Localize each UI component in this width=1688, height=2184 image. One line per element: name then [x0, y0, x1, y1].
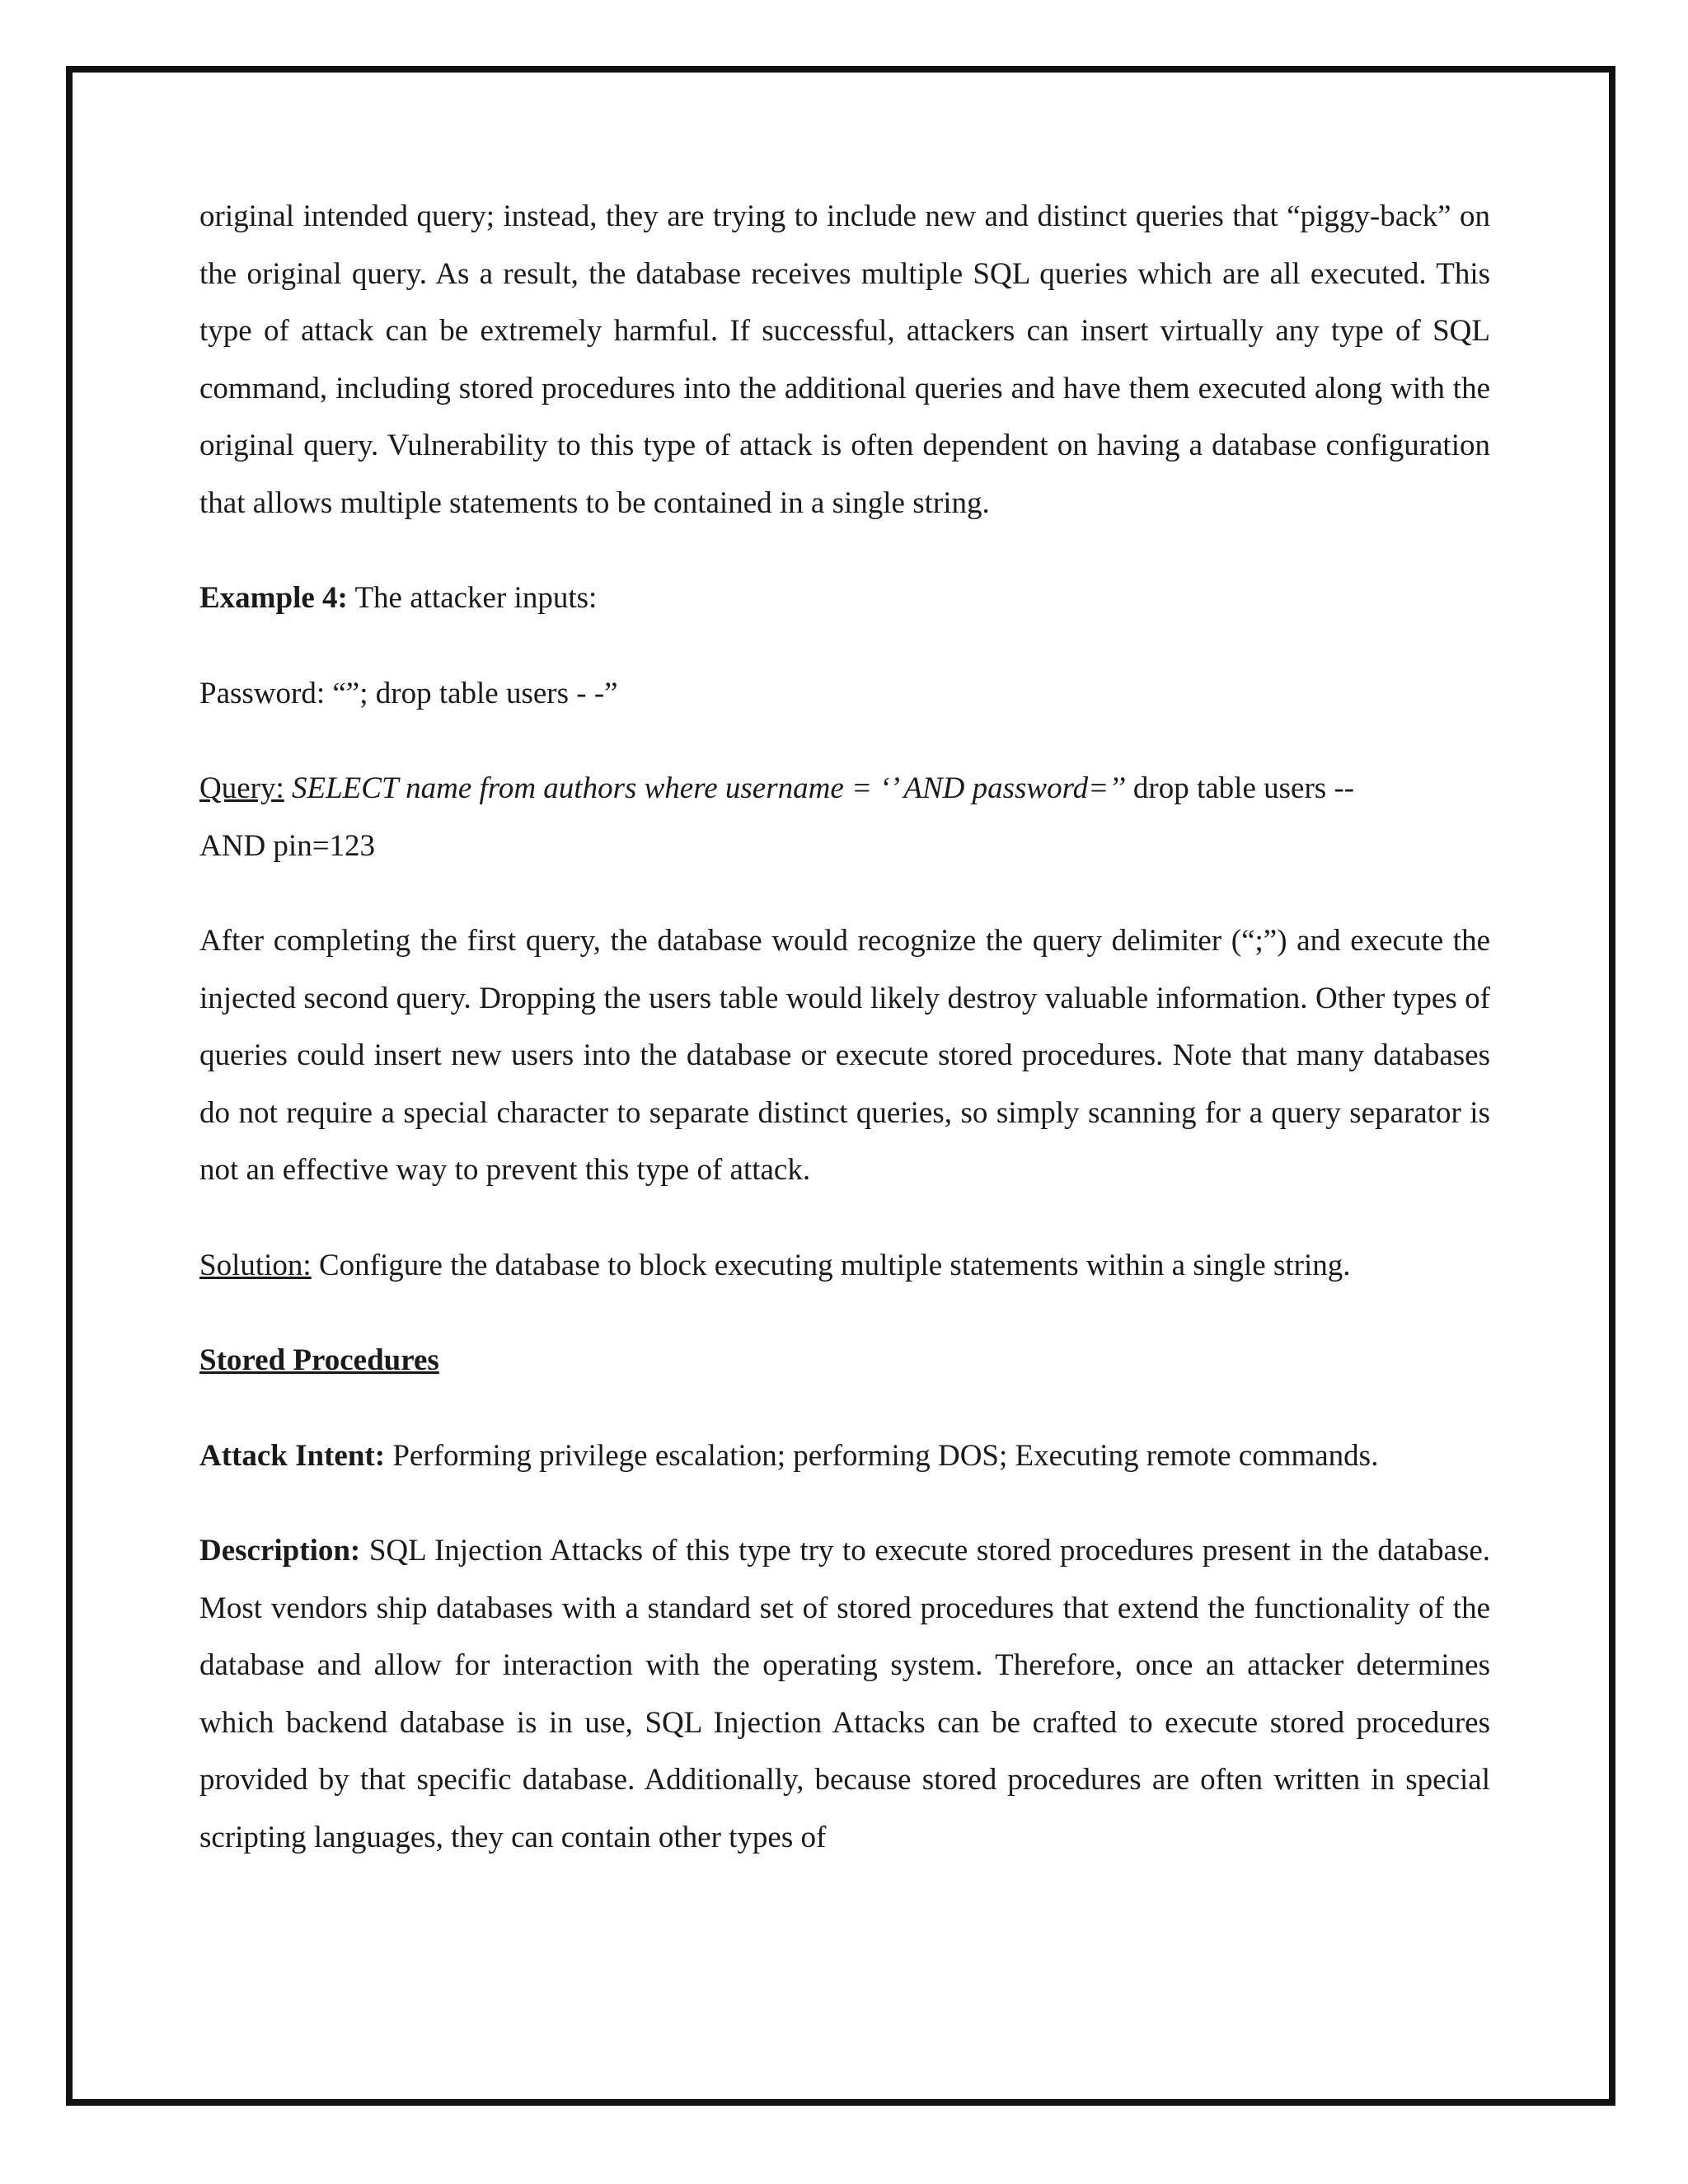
example-4-label: Example 4:: [199, 581, 348, 615]
description-label: Description:: [199, 1534, 361, 1568]
description-text: SQL Injection Attacks of this type try to execute stored procedures present in the database. Most vendors ship databases with a standard set of stored procedures that extend the functionality of the database and allow for interaction with the operating system. Therefore, once an attacker determines which backend database is in use, SQL Injection Attacks can be crafted to execute stored procedures provided by that specific database. Additionally, because stored procedures are often written in special scripting languages, they can contain other types of: [199, 1534, 1490, 1854]
solution-text: Configure the database to block executing multiple statements within a single string.: [311, 1248, 1351, 1282]
attack-intent-line: [199, 1427, 1490, 1485]
section-heading-stored-procedures: Stored Procedures: [199, 1343, 439, 1377]
password-line: Password: “”; drop table users - -”: [199, 676, 618, 710]
solution-label: Solution:: [199, 1248, 312, 1282]
query-block: [199, 760, 1490, 874]
query-line-1: [199, 760, 1490, 818]
query-italic-text: SELECT name from authors where username = ‘’ AND password=’’: [284, 771, 1126, 805]
example-4-text: The attacker inputs:: [347, 581, 598, 615]
attack-intent-label: Attack Intent:: [199, 1438, 386, 1473]
query-rest-text: drop table users --: [1125, 771, 1355, 805]
description-paragraph: [199, 1522, 1490, 1866]
query-line-2: AND pin=123: [199, 828, 376, 863]
paragraph-delimiter: After completing the first query, the database would recognize the query delimiter (“;”) and execute the injected second query. Dropping the users table would likely destroy valuable information. Other types of queries could insert new users into the database or execute stored procedures. Note that many databases do not require a special character to separate distinct queries, so simply scanning for a query separator is not an effective way to prevent this type of attack.: [199, 924, 1490, 1187]
attack-intent-text: Performing privilege escalation; performing DOS; Executing remote commands.: [385, 1438, 1379, 1473]
example-4-line: [199, 569, 1490, 627]
solution-line: [199, 1237, 1490, 1295]
query-label: Query:: [199, 771, 284, 805]
document-body: [199, 188, 1490, 1866]
paragraph-piggyback: original intended query; instead, they are trying to include new and distinct queries that “piggy-back” on the original query. As a result, the database receives multiple SQL queries which are all executed. This type of attack can be extremely harmful. If successful, attackers can insert virtually any type of SQL command, including stored procedures into the additional queries and have them executed along with the original query. Vulnerability to this type of attack is often dependent on having a database configuration that allows multiple statements to be contained in a single string.: [199, 199, 1490, 520]
